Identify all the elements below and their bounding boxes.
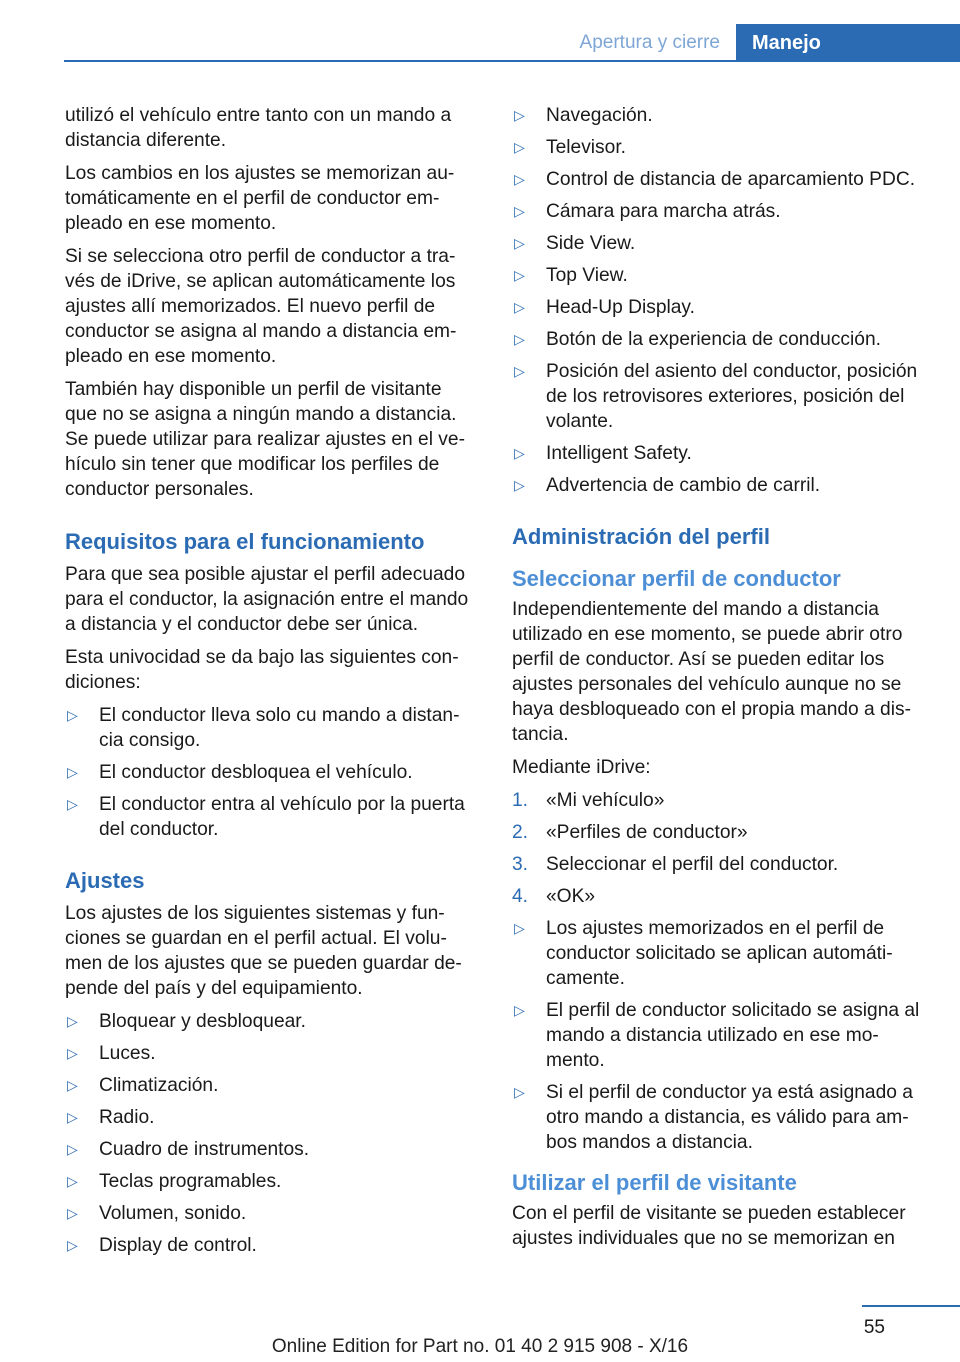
step-number: 2.	[512, 822, 529, 843]
triangle-right-icon: ▷	[514, 171, 525, 187]
list-item: ▷ Top View.	[514, 265, 628, 286]
paragraph: Los ajustes de los siguientes sistemas y funciones se guardan en el perfil actual. El volumen de los ajustes que se pueden guardar depende del país y del equipamiento.	[65, 903, 462, 999]
settings-list	[65, 1009, 477, 1258]
triangle-right-icon: ▷	[67, 1109, 78, 1125]
list-item: ▷ El perfil de conductor solicitado se asigna al mando a distancia utilizado en ese momento.	[514, 1000, 920, 1071]
triangle-right-icon: ▷	[514, 107, 525, 123]
triangle-right-icon: ▷	[514, 477, 525, 493]
list-item: ▷ Cuadro de instrumentos.	[67, 1139, 310, 1160]
list-item: ▷ Televisor.	[514, 137, 626, 158]
heading-perfil-visitante: Utilizar el perfil de visitante	[512, 1170, 797, 1195]
triangle-right-icon: ▷	[514, 299, 525, 315]
heading-administracion: Administración del perfil	[512, 524, 770, 549]
steps-list	[512, 788, 924, 909]
list-item: ▷ Side View.	[514, 233, 636, 254]
footer-rule	[862, 1305, 960, 1307]
paragraph: Con el perfil de visitante se pueden establecer ajustes individuales que no se memorizan en	[512, 1203, 906, 1249]
list-item: ▷ Intelligent Safety.	[514, 443, 692, 464]
list-item: ▷ Los ajustes memorizados en el perfil de conductor solicitado se aplican automáticamente.	[514, 918, 893, 989]
paragraph: utilizó el vehículo entre tanto con un mando a distancia diferente.	[65, 105, 452, 151]
list-item: ▷ El conductor entra al vehículo por la puerta del conductor.	[67, 794, 465, 840]
list-item: ▷ Navegación.	[514, 105, 653, 126]
paragraph: Esta univocidad se da bajo las siguientes condiciones:	[65, 647, 459, 693]
triangle-right-icon: ▷	[67, 1205, 78, 1221]
step-item: 4. «OK»	[512, 886, 596, 907]
chapter-tab: Manejo	[736, 24, 960, 62]
list-item: ▷ El conductor lleva solo cu mando a distancia consigo.	[67, 705, 460, 751]
paragraph: Independientemente del mando a distancia utilizado en ese momento, se puede abrir otro perfil de conductor. Así se pueden editar los ajustes personales del vehículo aunque no se haya desbloqueado con el propia mando a distancia.	[512, 599, 911, 745]
paragraph: Mediante iDrive:	[512, 757, 651, 778]
edition-note: Online Edition for Part no. 01 40 2 915 908 - X/16	[271, 1336, 689, 1357]
list-item: ▷ Advertencia de cambio de carril.	[514, 475, 821, 496]
section-tab: Apertura y cierre	[579, 32, 720, 53]
triangle-right-icon: ▷	[514, 445, 525, 461]
step-number: 1.	[512, 790, 529, 811]
list-item: ▷ Display de control.	[67, 1235, 257, 1256]
heading-ajustes: Ajustes	[65, 868, 145, 893]
list-item: ▷ Posición del asiento del conductor, posición de los retrovisores exteriores, posición del volante.	[514, 361, 918, 432]
step-item: 1. «Mi vehículo»	[512, 790, 665, 811]
paragraph: También hay disponible un perfil de visitante que no se asigna a ningún mando a distancia. Se puede utilizar para realizar ajustes en el vehículo sin tener que modificar los perfiles de conductor personales.	[65, 379, 465, 500]
paragraph: Si se selecciona otro perfil de conductor a través de iDrive, se aplican automáticamente los ajustes allí memorizados. El nuevo perfil de conductor se asigna al mando a distancia empleado en ese momento.	[65, 246, 457, 367]
list-item: ▷ Si el perfil de conductor ya está asignado a otro mando a distancia, es válido para ambos mandos a distancia.	[514, 1082, 913, 1153]
list-item: ▷ El conductor desbloquea el vehículo.	[67, 762, 413, 783]
triangle-right-icon: ▷	[67, 707, 78, 723]
list-item: ▷ Luces.	[67, 1043, 156, 1064]
list-item: ▷ Volumen, sonido.	[67, 1203, 247, 1224]
triangle-right-icon: ▷	[514, 235, 525, 251]
step-item: 2. «Perfiles de conductor»	[512, 822, 748, 843]
triangle-right-icon: ▷	[514, 1084, 525, 1100]
step-number: 4.	[512, 886, 529, 907]
list-item: ▷ Botón de la experiencia de conducción.	[514, 329, 881, 350]
conditions-list	[65, 703, 477, 842]
list-item: ▷ Radio.	[67, 1107, 155, 1128]
step-item: 3. Seleccionar el perfil del conductor.	[512, 854, 839, 875]
triangle-right-icon: ▷	[514, 267, 525, 283]
triangle-right-icon: ▷	[514, 1002, 525, 1018]
results-list	[512, 916, 924, 1155]
triangle-right-icon: ▷	[514, 363, 525, 379]
list-item: ▷ Teclas programables.	[67, 1171, 282, 1192]
list-item: ▷ Head-Up Display.	[514, 297, 695, 318]
triangle-right-icon: ▷	[67, 1077, 78, 1093]
triangle-right-icon: ▷	[514, 139, 525, 155]
left-column	[65, 103, 477, 1265]
heading-seleccionar-perfil: Seleccionar perfil de conductor	[512, 566, 841, 591]
list-item: ▷ Climatización.	[67, 1075, 219, 1096]
heading-requisitos: Requisitos para el funcionamiento	[65, 529, 425, 554]
page-number: 55	[863, 1317, 885, 1338]
triangle-right-icon: ▷	[514, 203, 525, 219]
triangle-right-icon: ▷	[67, 1045, 78, 1061]
triangle-right-icon: ▷	[67, 1141, 78, 1157]
header-rule	[64, 60, 960, 62]
list-item: ▷ Bloquear y desbloquear.	[67, 1011, 306, 1032]
paragraph: Los cambios en los ajustes se memorizan automáticamente en el perfil de conductor empleado en ese momento.	[65, 163, 455, 234]
paragraph: Para que sea posible ajustar el perfil adecuado para el conductor, la asignación entre el mando a distancia y el conductor debe ser única.	[65, 564, 469, 635]
settings-list-continued	[512, 103, 924, 498]
page-header	[0, 24, 960, 62]
step-number: 3.	[512, 854, 529, 875]
triangle-right-icon: ▷	[67, 796, 78, 812]
triangle-right-icon: ▷	[67, 1173, 78, 1189]
list-item: ▷ Cámara para marcha atrás.	[514, 201, 781, 222]
triangle-right-icon: ▷	[67, 1013, 78, 1029]
list-item: ▷ Control de distancia de aparcamiento PDC.	[514, 169, 916, 190]
triangle-right-icon: ▷	[514, 331, 525, 347]
triangle-right-icon: ▷	[67, 1237, 78, 1253]
right-column	[512, 103, 924, 1259]
triangle-right-icon: ▷	[67, 764, 78, 780]
triangle-right-icon: ▷	[514, 920, 525, 936]
